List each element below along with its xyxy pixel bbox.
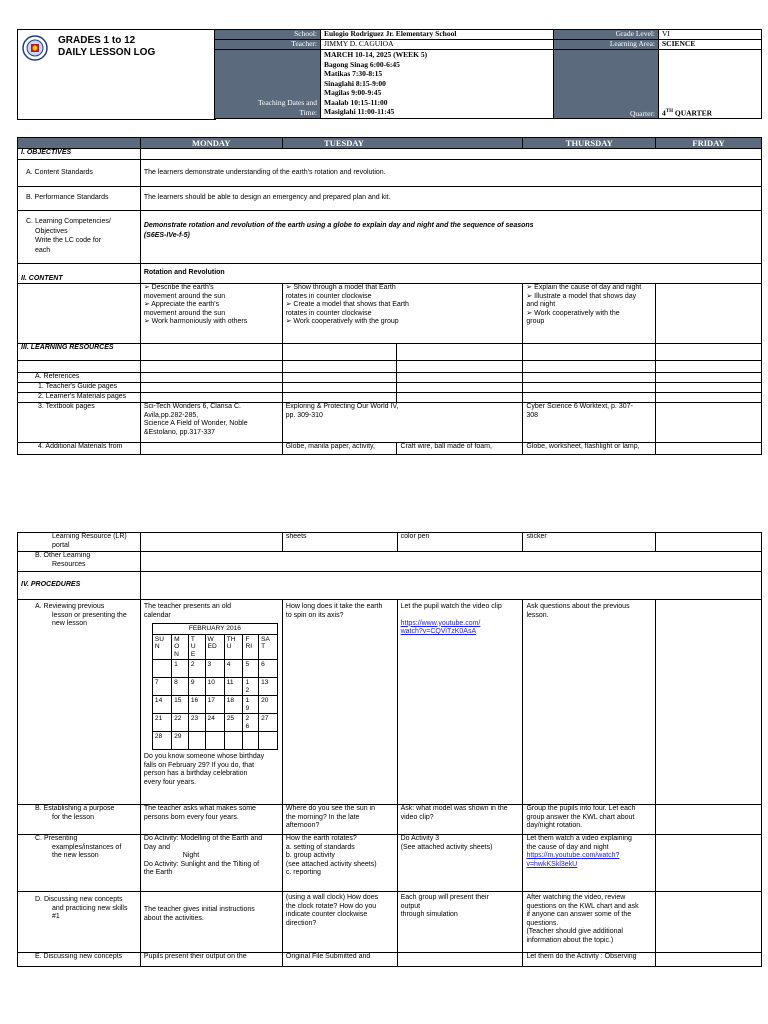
calendar-week-row: [152, 714, 277, 732]
other-resources-line: Resources: [52, 560, 86, 568]
lesson-log-table-bottom: [17, 532, 762, 967]
corner-cell: [18, 138, 141, 149]
quarter-label: Quarter:: [554, 50, 659, 119]
discussing-2-label: E. Discussing new concepts: [18, 953, 141, 967]
objective-line: movement around the sun: [143, 309, 226, 317]
review-line: every four years.: [143, 778, 197, 786]
school-label: School:: [215, 30, 321, 40]
thursday-review: [523, 600, 656, 805]
monday-discussing: [140, 892, 282, 953]
blank-cell: [397, 383, 523, 393]
calendar-date-cell: 11: [224, 678, 243, 696]
dates-value: [321, 50, 554, 119]
review-label-line: new lesson: [52, 620, 88, 627]
tuesday-review: [282, 600, 397, 805]
competencies-label: [18, 211, 141, 264]
blank-cell: [656, 892, 762, 953]
textbook-line: pp. 309-310: [285, 411, 323, 419]
tuesday-textbook: [282, 403, 523, 443]
blank-cell: [140, 393, 282, 403]
day-header: TUESDAY: [282, 138, 523, 149]
tuesday-materials: Globe, manila paper, activity,: [282, 443, 397, 455]
discussing-label: [18, 892, 141, 953]
discussing-line: After watching the video, review: [526, 894, 626, 901]
tuesday-discussing-2: Original File Submitted and: [282, 953, 397, 967]
purpose-line: afternoon?: [285, 822, 320, 829]
section-procedures: IV. PROCEDURES: [18, 572, 141, 600]
calendar-date-cell: [243, 732, 259, 750]
dates-label-line-2: Time:: [299, 108, 317, 117]
objective-line: ➢ Describe the earth's: [143, 284, 214, 291]
lr-portal-label: [18, 533, 141, 552]
title-line-1: GRADES 1 to 12: [58, 35, 136, 46]
calendar-date-cell: 25: [224, 714, 243, 732]
tuesday-objectives: [282, 284, 523, 344]
lesson-log-table-top: [17, 137, 762, 455]
calendar-date-cell: [152, 660, 171, 678]
purpose-line: the morning? In the late: [285, 813, 360, 821]
blank-cell: [523, 361, 656, 373]
discussing-label-line: and practicing new skills: [52, 904, 128, 912]
review-line: Ask questions about the previous: [526, 603, 630, 610]
objective-line: group: [526, 318, 545, 325]
calendar-date-cell: 7: [152, 678, 171, 696]
calendar-date-cell: 9: [188, 678, 205, 696]
blank-cell: [656, 533, 762, 552]
blank-cell: [282, 361, 397, 373]
blank-cell: [397, 373, 523, 383]
discussing-line: questions on the KWL chart and ask: [526, 902, 639, 910]
purpose-line: group answer the KWL chart about: [526, 813, 635, 821]
purpose-label-line: B. Establishing a purpose: [35, 805, 115, 812]
calendar-date-cell: 21: [152, 714, 171, 732]
discussing-line: (using a wall clock) How does: [285, 894, 379, 901]
textbook-line: Exploring & Protecting Our World IV,: [285, 403, 399, 410]
textbook-line: Sci-Tech Wonders 6, Clarisa C.: [143, 403, 241, 410]
presenting-label: [18, 835, 141, 892]
thursday-purpose: [523, 805, 656, 835]
calendar-date-cell: 4: [224, 660, 243, 678]
blank-cell: [140, 383, 282, 393]
blank-cell: [656, 284, 762, 344]
blank-cell: [282, 344, 397, 361]
calendar-date-cell: 16: [188, 696, 205, 714]
purpose-line: Ask: what model was shown in the: [400, 805, 508, 812]
calendar-date-cell: 27: [259, 714, 278, 732]
calendar-week-row: [152, 678, 277, 696]
calendar-date-cell: 22: [172, 714, 189, 732]
blank-cell: [656, 835, 762, 892]
calendar-date-cell: 2: [188, 660, 205, 678]
header-info-table: [214, 29, 762, 119]
presenting-line: Night: [143, 852, 200, 859]
day-header: FRIDAY: [656, 138, 762, 149]
competencies-label-line: C. Learning Competencies/: [26, 218, 111, 225]
wednesday-purpose: [397, 805, 523, 835]
video-link[interactable]: [401, 620, 481, 636]
purpose-line: persons born every four years.: [143, 813, 239, 821]
discussing-line: (Teacher should give additional: [526, 928, 623, 935]
calendar-date-cell: 1 2: [243, 678, 259, 696]
calendar-date-cell: 18: [224, 696, 243, 714]
time-slot: Magilas 9:00-9:45: [324, 88, 382, 97]
purpose-label-line: for the lesson: [52, 813, 95, 821]
dates-week: MARCH 10-14, 2025 (WEEK 5): [324, 50, 428, 59]
thursday-objectives: [523, 284, 656, 344]
presenting-line: the cause of day and night: [526, 843, 609, 851]
objective-line: rotates in counter clockwise: [285, 309, 372, 317]
calendar-date-cell: [224, 732, 243, 750]
link-line: v=hwkKSkl3ekU: [526, 860, 578, 868]
discussing-line: output: [400, 902, 421, 910]
deped-seal-icon: [22, 35, 48, 61]
discussing-line: the clock rotate? How do you: [285, 902, 377, 910]
section-content: II. CONTENT: [18, 264, 141, 284]
discussing-line: through simulation: [400, 911, 458, 918]
discussing-line: information about the topic.): [526, 936, 614, 944]
discussing-line: about the activities.: [143, 914, 204, 922]
purpose-label: [18, 805, 141, 835]
review-line: Let the pupil watch the video clip: [400, 603, 502, 610]
blank-cell: [656, 805, 762, 835]
presenting-line: c. reporting: [285, 869, 321, 876]
header-block: [17, 29, 762, 119]
thursday-presenting: [523, 835, 656, 892]
blank-cell: [397, 953, 523, 967]
teacher-value: JIMMY D. CAGUIOA: [321, 40, 554, 50]
thursday-discussing-2: Let them do the Activity : Observing: [523, 953, 656, 967]
blank-cell: [656, 953, 762, 967]
competencies-label-line: Write the LC code for: [35, 237, 102, 244]
wednesday-lr: color pen: [397, 533, 523, 552]
objective-line: ➢ Work harmoniously with others: [143, 318, 248, 325]
blank-cell: [18, 361, 141, 373]
calendar-date-cell: 5: [243, 660, 259, 678]
calendar-date-cell: [205, 732, 224, 750]
review-line: calendar: [143, 611, 171, 619]
monday-objectives: [140, 284, 282, 344]
blank-cell: [140, 552, 761, 572]
calendar-week-row: [152, 732, 277, 750]
time-slot: Sinaglahi 8:15-9:00: [324, 78, 386, 88]
lr-portal-line: Learning Resource (LR): [52, 533, 127, 540]
title-box: [17, 29, 216, 120]
discussing-line: questions.: [526, 919, 559, 927]
quarter-value: 4TH QUARTER: [659, 50, 762, 119]
link-line: watch?v=CQViTzK0AsA: [400, 628, 477, 635]
textbook-line: &Estolano, pp.317-337: [143, 428, 216, 436]
discussing-line: direction?: [285, 919, 317, 927]
presenting-line: (see attached activity sheets): [285, 860, 377, 868]
dates-label-line-1: Teaching Dates and: [257, 98, 317, 107]
calendar-date-cell: 8: [172, 678, 189, 696]
link-line: https://www.youtube.com/: [400, 619, 481, 627]
objective-line: ➢ Illustrate a model that shows day: [526, 292, 637, 300]
blank-cell: [656, 361, 762, 373]
area-value: SCIENCE: [659, 40, 762, 50]
wednesday-review: [397, 600, 523, 805]
grade-label: Grade Level:: [554, 30, 659, 40]
calendar-date-cell: 2 6: [243, 714, 259, 732]
review-label: [18, 600, 141, 805]
blank-cell: [656, 600, 762, 805]
review-line: person has a birthday celebration: [143, 770, 248, 777]
section-objectives: I. OBJECTIVES: [18, 149, 141, 160]
review-label-line: A. Reviewing previous: [35, 603, 105, 610]
discussing-label-line: D. Discussing new concepts: [35, 896, 123, 903]
tuesday-purpose: [282, 805, 397, 835]
presenting-line: b. group activity: [285, 852, 335, 859]
calendar-date-cell: 28: [152, 732, 171, 750]
purpose-line: video clip?: [400, 813, 434, 821]
objective-line: ➢ Appreciate the earth's: [143, 301, 220, 308]
discussing-line: The teacher gives initial instructions: [143, 906, 255, 913]
title-line-2: DAILY LESSON LOG: [58, 47, 156, 58]
grade-value: VI: [659, 30, 762, 40]
textbook-line: 308: [526, 411, 539, 419]
performance-standards-value: The learners should be able to design an emergency and prepared plan and kit.: [140, 187, 761, 211]
other-resources-line: B. Other Learning: [35, 552, 91, 559]
blank-cell: [656, 383, 762, 393]
presenting-label-line: C. Presenting: [35, 835, 78, 842]
blank-cell: [656, 403, 762, 443]
presenting-line: How the earth rotates?: [285, 835, 357, 842]
objective-line: rotates in counter clockwise: [285, 292, 372, 300]
review-line: How long does it take the earth: [285, 603, 383, 610]
references-label: A. References: [18, 373, 141, 383]
calendar-february-2016: [152, 623, 278, 750]
content-standards-label: A. Content Standards: [18, 160, 141, 187]
discussing-line: Each group will present their: [400, 894, 489, 901]
presenting-line: Do Activity: Modelling of the Earth and: [143, 835, 263, 842]
presenting-line: Let them watch a video explaining: [526, 835, 632, 842]
wednesday-presenting: [397, 835, 523, 892]
wednesday-materials: Craft wire, ball made of foam,: [397, 443, 523, 455]
performance-standards-label: B. Performance Standards: [18, 187, 141, 211]
monday-review: [140, 600, 282, 805]
presenting-line: a. setting of standards: [285, 843, 355, 851]
calendar-date-cell: 23: [188, 714, 205, 732]
blank-cell: [656, 393, 762, 403]
time-slot: Masiglahi 11:00-11:45: [324, 107, 395, 116]
section-learning-resources: III. LEARNING RESOURCES: [18, 344, 141, 361]
monday-discussing-2: Pupils present their output on the: [140, 953, 282, 967]
blank-cell: [140, 572, 761, 600]
objective-line: ➢ Explain the cause of day and night: [526, 284, 642, 291]
area-label: Learning Area:: [554, 40, 659, 50]
blank-cell: [523, 383, 656, 393]
blank-cell: [656, 443, 762, 455]
presenting-line: Do Activity 3: [400, 835, 440, 842]
review-line: falls on February 29? If you do, that: [143, 761, 255, 769]
competencies-label-line: each: [35, 246, 51, 254]
objective-line: ➢ Create a model that shows that Earth: [285, 301, 409, 308]
presenting-line: Do Activity: Sunlight and the Tilting of: [143, 860, 260, 868]
blank-cell: [523, 373, 656, 383]
blank-cell: [18, 284, 141, 344]
purpose-line: Where do you see the sun in: [285, 805, 376, 812]
discussing-label-line: #1: [52, 913, 60, 920]
calendar-day-header: M O N: [172, 634, 189, 660]
lr-portal-line: portal: [52, 541, 70, 549]
tuesday-lr: sheets: [282, 533, 397, 552]
blank-cell: [397, 361, 523, 373]
objective-line: ➢ Work cooperatively with the group: [285, 318, 399, 325]
wednesday-discussing: [397, 892, 523, 953]
thursday-materials: Globe, worksheet, flashlight or lamp,: [523, 443, 656, 455]
teachers-guide-label: 1. Teacher's Guide pages: [18, 383, 141, 393]
review-line: to spin on its axis?: [285, 611, 344, 619]
blank-cell: [140, 373, 282, 383]
blank-cell: [397, 344, 523, 361]
calendar-date-cell: 1 9: [243, 696, 259, 714]
textbook-line: Avila,pp.282-285,: [143, 411, 199, 419]
blank-cell: [282, 373, 397, 383]
calendar-date-cell: 1: [172, 660, 189, 678]
presenting-line: Day and: [143, 843, 170, 851]
presenting-line: the Earth: [143, 869, 173, 876]
review-label-line: lesson or presenting the: [52, 611, 127, 619]
other-resources-label: [18, 552, 141, 572]
video-link[interactable]: [526, 852, 619, 868]
textbook-line: Cyber Science 6 Worktext, p. 307-: [526, 403, 633, 410]
calendar-week-row: [152, 660, 277, 678]
time-slot: Maalab 10:15-11:00: [324, 97, 388, 107]
time-slot: Matikas 7:30-8:15: [324, 69, 383, 78]
monday-textbook: [140, 403, 282, 443]
review-line: lesson.: [526, 611, 549, 619]
content-standards-value: The learners demonstrate understanding of the earth's rotation and revolution.: [140, 160, 761, 187]
monday-presenting: [140, 835, 282, 892]
presenting-label-line: examples/instances of: [52, 843, 122, 851]
calendar-date-cell: [188, 732, 205, 750]
blank-cell: [140, 443, 282, 455]
blank-cell: [140, 533, 282, 552]
day-header: MONDAY: [140, 138, 282, 149]
calendar-day-header: F RI: [243, 634, 259, 660]
discussing-line: indicate counter clockwise: [285, 911, 368, 918]
calendar-date-cell: 10: [205, 678, 224, 696]
objective-line: ➢ Show through a model that Earth: [285, 284, 396, 291]
calendar-date-cell: 29: [172, 732, 189, 750]
blank-cell: [282, 393, 397, 403]
purpose-line: The teacher asks what makes some: [143, 805, 256, 812]
calendar-week-row: [152, 696, 277, 714]
tuesday-presenting: [282, 835, 397, 892]
calendar-date-cell: 6: [259, 660, 278, 678]
textbook-line: Science A Field of Wonder, Noble: [143, 420, 248, 427]
calendar-day-header: SU N: [152, 634, 171, 660]
competencies-label-line: Objectives: [35, 227, 68, 235]
day-header: THURSDAY: [523, 138, 656, 149]
objective-line: and night: [526, 301, 556, 308]
blank-cell: [140, 344, 282, 361]
objective-line: ➢ Work cooperatively with the: [526, 309, 620, 317]
calendar-day-header: W ED: [205, 634, 224, 660]
competencies-code: (S6ES-IVe-f-5): [143, 231, 190, 239]
thursday-textbook: [523, 403, 656, 443]
calendar-date-cell: [259, 732, 278, 750]
calendar-day-header: SA T: [259, 634, 278, 660]
calendar-date-cell: 15: [172, 696, 189, 714]
competencies-text: Demonstrate rotation and revolution of the earth using a globe to explain day and night and the sequence of seasons: [143, 222, 534, 229]
calendar-title: FEBRUARY 2016: [152, 624, 277, 635]
thursday-discussing: [523, 892, 656, 953]
blank-cell: [523, 393, 656, 403]
textbook-label: 3. Textbook pages: [18, 403, 141, 443]
calendar-date-cell: 3: [205, 660, 224, 678]
review-line: Do you know someone whose birthday: [143, 753, 265, 760]
review-line: The teacher presents an old: [143, 603, 232, 610]
competencies-value: [140, 211, 761, 264]
calendar-day-header: TH U: [224, 634, 243, 660]
learners-materials-label: 2. Learner's Materials pages: [18, 393, 141, 403]
additional-materials-label: 4. Additional Materials from: [18, 443, 141, 455]
blank-cell: [140, 361, 282, 373]
objective-line: movement around the sun: [143, 292, 226, 300]
blank-cell: [397, 393, 523, 403]
thursday-lr: sticker: [523, 533, 656, 552]
calendar-date-cell: 20: [259, 696, 278, 714]
presenting-line: (See attached activity sheets): [400, 843, 493, 851]
link-line: https://m.youtube.com/watch?: [526, 852, 620, 859]
presenting-label-line: the new lesson: [52, 852, 99, 859]
monday-purpose: [140, 805, 282, 835]
purpose-line: Group the pupils into four. Let each: [526, 805, 636, 812]
blank-cell: [140, 149, 761, 160]
tuesday-discussing: [282, 892, 397, 953]
teacher-label: Teacher:: [215, 40, 321, 50]
calendar-date-cell: 24: [205, 714, 224, 732]
calendar-day-header: T U E: [188, 634, 205, 660]
calendar-date-cell: 13: [259, 678, 278, 696]
blank-cell: [282, 383, 397, 393]
blank-cell: [656, 373, 762, 383]
time-slot: Bagong Sinag 6:00-6:45: [324, 59, 400, 69]
blank-cell: [656, 344, 762, 361]
content-topic: Rotation and Revolution: [140, 264, 761, 284]
school-value: Eulogio Rodriguez Jr. Elementary School: [321, 30, 554, 40]
dates-label: [215, 50, 321, 119]
discussing-line: if anyone can answer some of the: [526, 911, 632, 918]
calendar-date-cell: 14: [152, 696, 171, 714]
calendar-date-cell: 17: [205, 696, 224, 714]
purpose-line: day/night rotation.: [526, 822, 583, 829]
blank-cell: [523, 344, 656, 361]
